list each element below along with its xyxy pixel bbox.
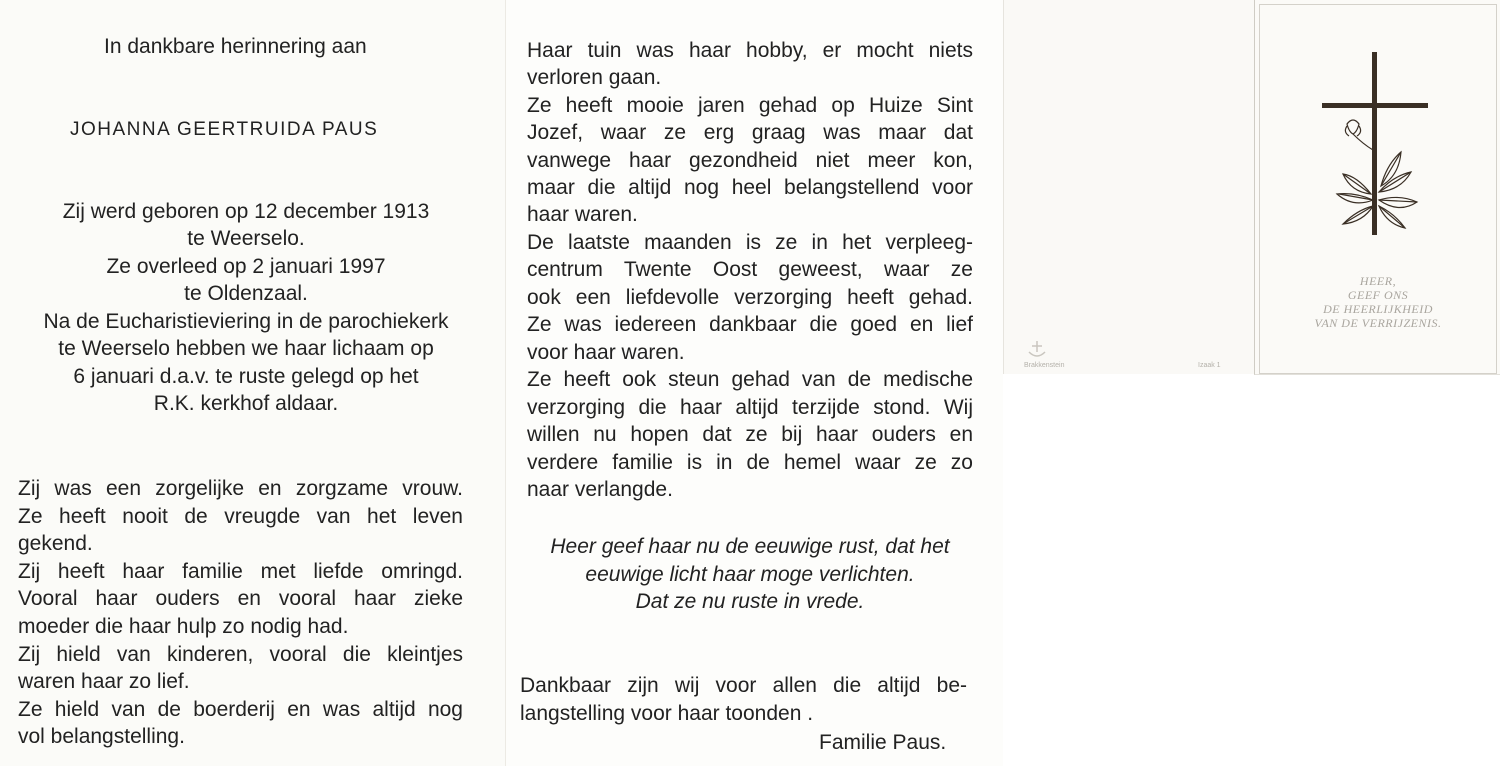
left-panel: [0, 0, 505, 766]
paragraph-line: Jozef, waar ze erg graag was maar dat: [527, 121, 973, 144]
paragraph-line: moeder die haar hulp zo nodig had.: [18, 615, 349, 638]
bio-line: Ze overleed op 2 januari 1997: [106, 255, 386, 278]
paragraph-line: naar verlangde.: [527, 478, 673, 501]
paragraph-line: Ze heeft mooie jaren gehad op Huize Sint: [527, 94, 973, 117]
paragraph-line: ook een liefdevolle verzorging heeft gehad.: [527, 286, 973, 309]
bio-line: te Weerselo hebben we haar lichaam op: [58, 337, 434, 360]
publisher-logo-icon: [1026, 340, 1048, 360]
bio-line: Zij werd geboren op 12 december 1913: [62, 200, 430, 223]
thanks-line: Dankbaar zijn wij voor allen die altijd be-: [520, 674, 967, 697]
item-code: Izaak 1: [1198, 362, 1221, 369]
paragraph-line: Ze was iedereen dankbaar die goed en lief: [527, 313, 973, 336]
middle-panel: [505, 0, 1003, 766]
paragraph-line: Ze heeft ook steun gehad van de medische: [527, 368, 973, 391]
paragraph-line: vanwege haar gezondheid niet meer kon,: [527, 149, 973, 172]
paragraph-line: verdere familie is in de hemel waar ze zo: [527, 451, 973, 474]
bio-line: te Weerselo.: [187, 227, 305, 250]
paragraph-line: gekend.: [18, 532, 93, 555]
card-front: [1254, 0, 1500, 375]
flower-branch-icon: [1333, 108, 1433, 238]
paragraph-line: willen nu hopen dat ze bij haar ouders en: [527, 423, 973, 446]
paragraph-line: De laatste maanden is ze in het verpleeg-: [527, 231, 973, 254]
bio-line: Na de Eucharistieviering in de parochiekerk: [43, 310, 449, 333]
bio-line: 6 januari d.a.v. te ruste gelegd op het: [73, 365, 419, 388]
paragraph-line: Zij hield van kinderen, vooral die kleintjes: [18, 643, 463, 666]
bio-line: te Oldenzaal.: [184, 282, 308, 305]
signature: Familie Paus.: [819, 731, 947, 754]
deceased-name: JOHANNA GEERTRUIDA PAUS: [70, 119, 379, 140]
thanks-line: langstelling voor haar toonden .: [520, 702, 814, 725]
verse-line: HEER,: [1359, 274, 1397, 288]
paragraph-line: voor haar waren.: [527, 341, 685, 364]
paragraph-line: maar die altijd nog heel belangstellend voor: [527, 176, 973, 199]
prayer-line: Heer geef haar nu de eeuwige rust, dat het: [550, 535, 950, 558]
publisher-name: Brakkenstein: [1024, 362, 1065, 369]
paragraph-line: centrum Twente Oost geweest, waar ze: [527, 258, 973, 281]
paragraph-line: vol belangstelling.: [18, 725, 185, 748]
paragraph-line: verzorging die haar altijd terzijde stond. Wij: [527, 396, 973, 419]
paragraph-line: waren haar zo lief.: [18, 670, 190, 693]
card-back: [1003, 0, 1254, 374]
bio-line: R.K. kerkhof aldaar.: [153, 392, 339, 415]
paragraph-line: Ze hield van de boerderij en was altijd nog: [18, 698, 463, 721]
paragraph-line: Vooral haar ouders en vooral haar zieke: [18, 587, 463, 610]
prayer-line: Dat ze nu ruste in vrede.: [635, 590, 865, 613]
paragraph-line: Zij heeft haar familie met liefde omringd.: [18, 560, 463, 583]
paragraph-line: verloren gaan.: [527, 66, 662, 89]
paragraph-line: Haar tuin was haar hobby, er mocht niets: [527, 39, 973, 62]
verse-line: VAN DE VERRIJZENIS.: [1314, 316, 1442, 330]
verse-line: GEEF ONS: [1347, 288, 1409, 302]
intro-text: In dankbare herinnering aan: [104, 35, 367, 58]
paragraph-line: haar waren.: [527, 203, 638, 226]
verse-line: DE HEERLIJKHEID: [1323, 302, 1433, 316]
paragraph-line: Zij was een zorgelijke en zorgzame vrouw.: [18, 477, 463, 500]
paragraph-line: Ze heeft nooit de vreugde van het leven: [18, 505, 463, 528]
prayer-line: eeuwige licht haar moge verlichten.: [585, 563, 915, 586]
